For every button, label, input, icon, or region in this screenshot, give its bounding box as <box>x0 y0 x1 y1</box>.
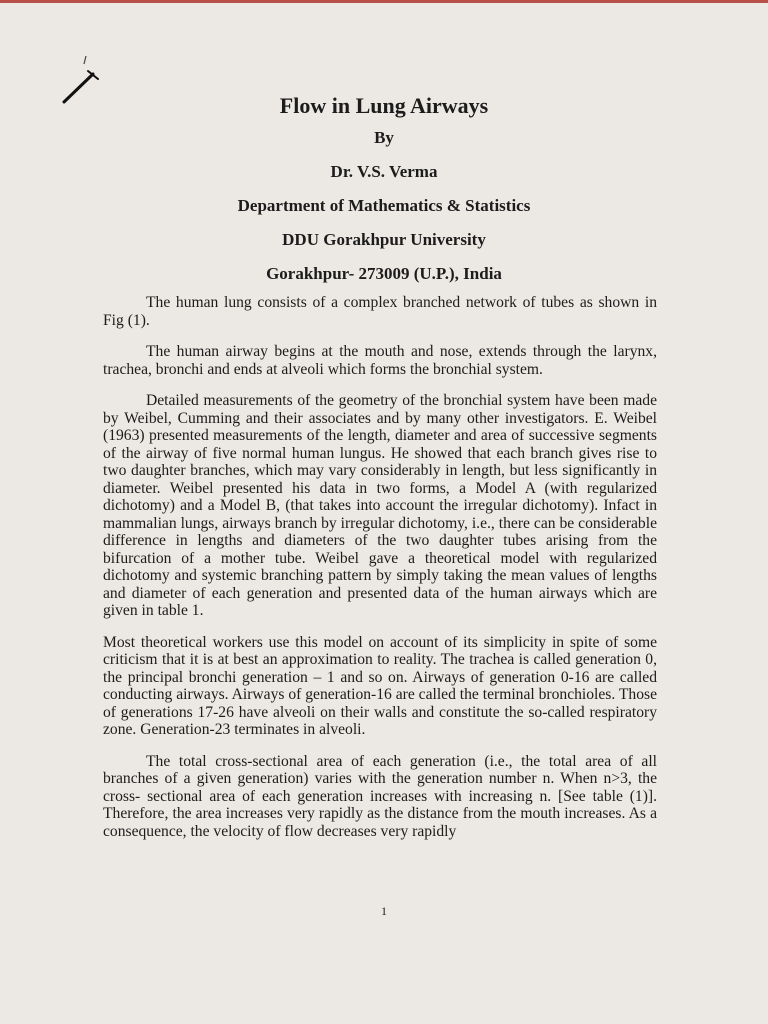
paragraph-cross-section: The total cross-sectional area of each generation (i.e., the total area of all branches of a given generation) varies with the generation number n. When n>3, the cross- sectional area of each generation increases with increasing n. [See table (1)]. Therefore, the area increases very rapidly as the distance from the mouth increases. As a consequence, the velocity of flow decreases very rapidly <box>103 752 657 840</box>
paragraph-model: Most theoretical workers use this model on account of its simplicity in spite of some criticism that it is at best an approximation to reality. The trachea is called generation 0, the principal bronchi generation – 1 and so on. Airways of generation 0-16 are called conducting airways. Airways of generation-16 are called the terminal bronchioles. Those of generations 17-26 have alveoli on their walls and constitute the so-called respiratory zone. Generation-23 terminates in alveoli. <box>103 633 657 738</box>
document-header <box>0 92 768 298</box>
paragraph-airway: The human airway begins at the mouth and nose, extends through the larynx, trachea, bronchi and ends at alveoli which forms the bronchial system. <box>103 343 657 378</box>
university-name: DDU Gorakhpur University <box>282 230 486 249</box>
by-line: By <box>374 128 394 147</box>
department-name: Department of Mathematics & Statistics <box>237 196 531 215</box>
location-line: Gorakhpur- 273009 (U.P.), India <box>266 264 502 283</box>
author-name: Dr. V.S. Verma <box>330 162 438 181</box>
page-number: 1 <box>381 904 387 918</box>
document-title: Flow in Lung Airways <box>279 93 489 118</box>
page-top-edge <box>0 0 768 3</box>
paragraph-weibel: Detailed measurements of the geometry of the bronchial system have been made by Weibel, Cumming and their associates and by many other investigators. E. Weibel (1963) presented measurements of the length, diameter and area of successive segments of the airway of five normal human lungus. He showed that each branch gives rise to two daughter branches, which may vary considerably in length, but less significantly in diameter. Weibel presented his data in two forms, a Model A (with regularized dichotomy) and a Model B, (that takes into account the irregular dichotomy). Infact in mammalian lungs, airways branch by irregular dichotomy, i.e., there can be considerable difference in lengths and diameters of the two daughter tubes arising from the bifurcation of a mother tube. Weibel gave a theoretical model with regularized dichotomy and systemic branching pattern by simply taking the mean values of lengths and diameter of each generation and presented data of the human airways which are given in table 1. <box>103 392 657 619</box>
paragraph-lung-intro: The human lung consists of a complex branched network of tubes as shown in Fig (1). <box>103 294 657 329</box>
body-text <box>103 294 657 854</box>
